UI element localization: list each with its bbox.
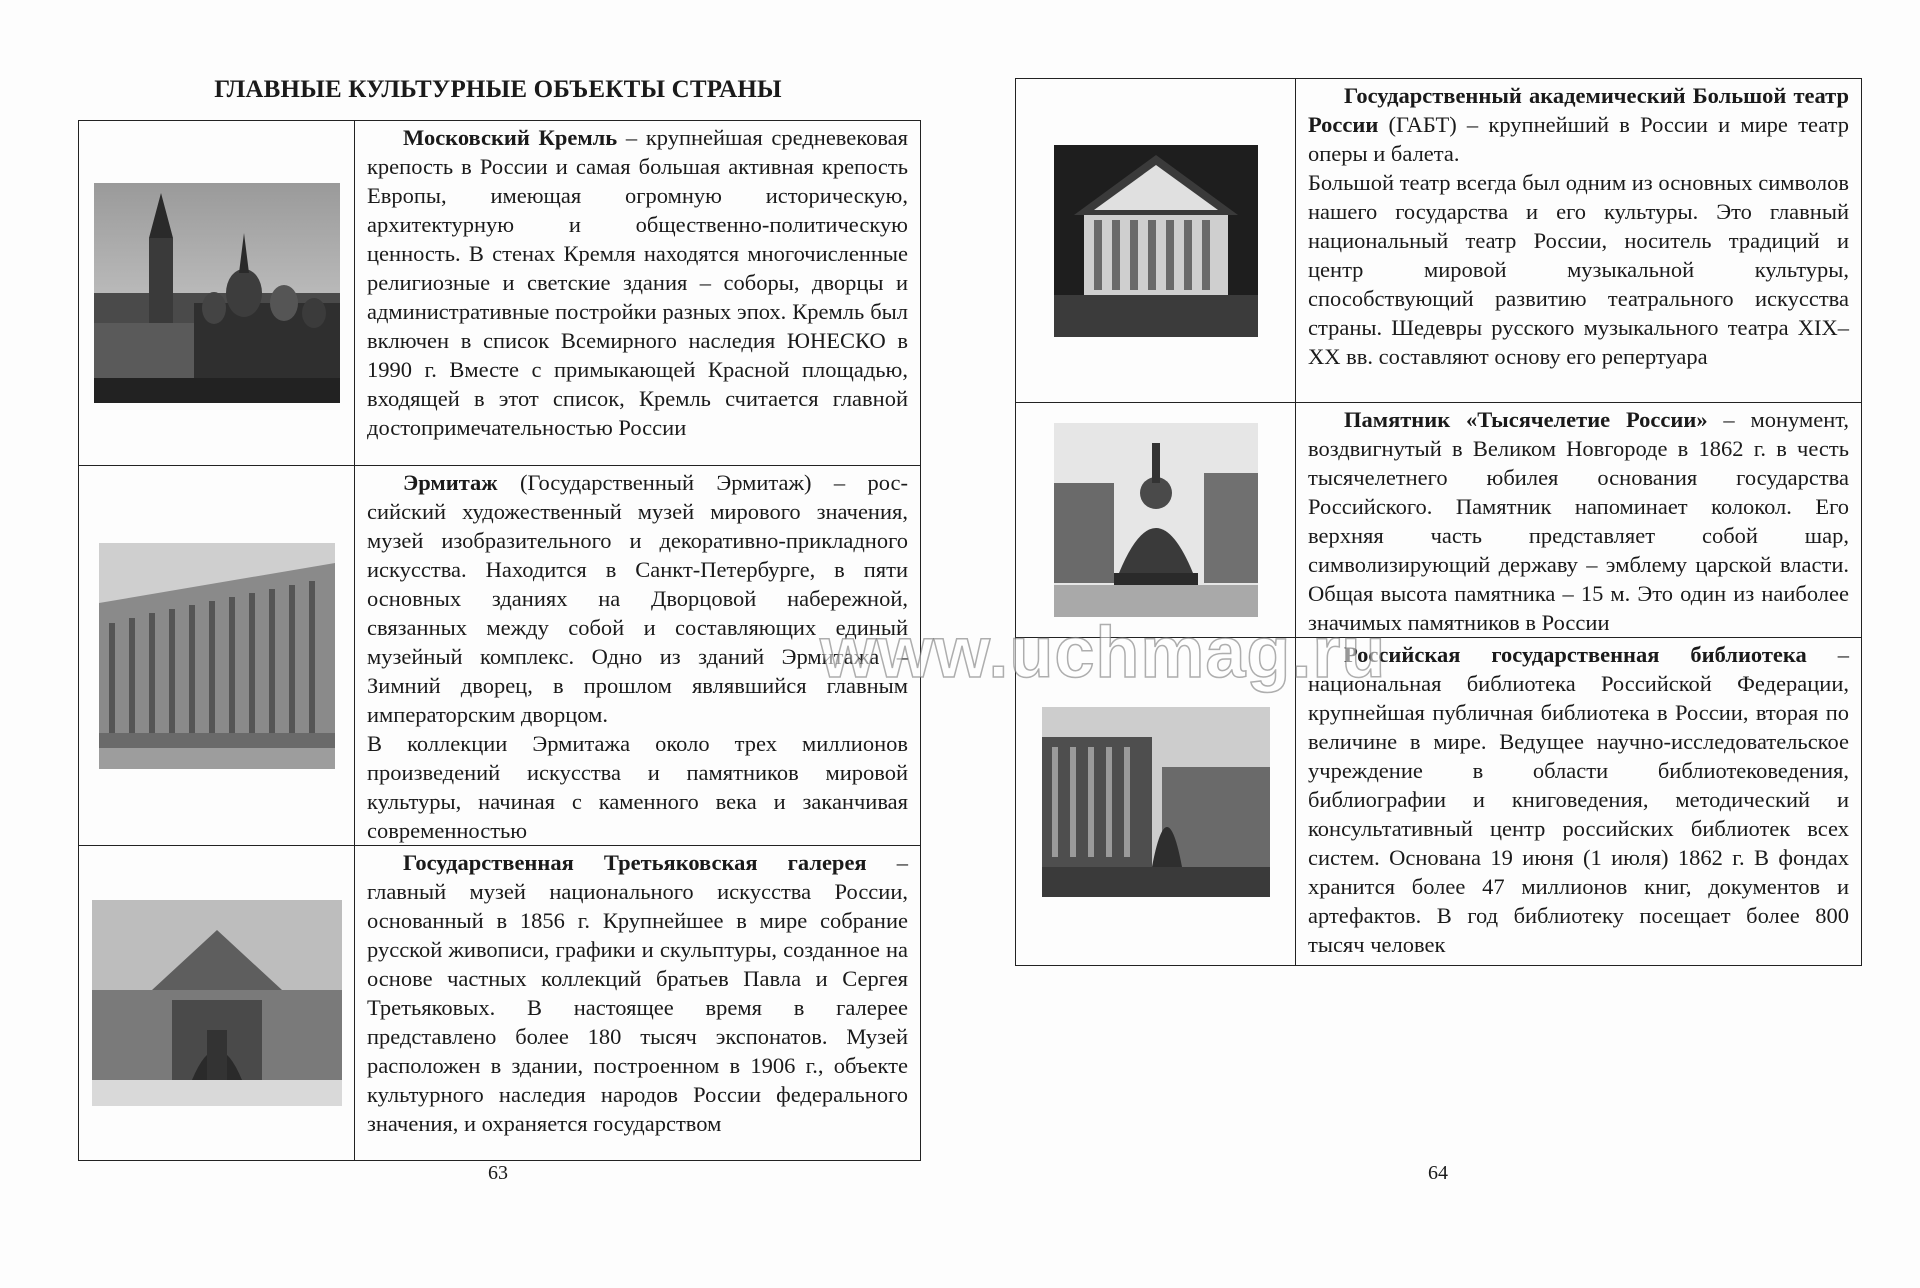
entry-description: – крупнейшая средневековая крепость в России и самая большая активная крепость Европы, имеющая огромную историческую, архитектурную и общественно-политическую ценность. В стенах Кремля находятся многочисленные религиозные и светские здания – соборы, дворцы и административные постройки разных эпох. Кремль был включен в список Всемирного наследия ЮНЕСКО в 1990 г. Вместе с примыкающей Красной площадью, входящей в этот список, Кремль считается главной достопримечательностью России (367, 125, 908, 440)
entry-text (1296, 403, 1862, 638)
entry-description: В коллекции Эрмитажа около трех миллионов произведений искусства и памятников мировой культуры, начиная с каменного века и заканчивая современностью (367, 731, 908, 843)
page-title: ГЛАВНЫЕ КУЛЬТУРНЫЕ ОБЪЕКТЫ СТРАНЫ (214, 76, 782, 103)
kremlin-photo (94, 183, 340, 403)
entry-description: – главный музей национального искусства России, основанный в 1856 г. Крупнейшее в мире собрание русской живописи, графики и скульптуры, созданное на основе частных коллекций братьев Павла и Сергея Третьяковых. В настоящее время в галерее представлено более 180 тысяч экспонатов. Музей расположен в здании, построенном в 1906 г., объекте культурного наследия народов России федерального значения, и охраняется государством (367, 850, 908, 1136)
entry-description: – монумент, воздвигнутый в Великом Новгороде в 1862 г. в честь тысячелетнего юбилея основания государства Российского. Памятник напоминает колокол. Его верхняя часть представляет собой шар, символизирующий державу – эмблему царской власти. Общая высота памятника – 15 м. Это один из наиболее значимых памятников в России (1308, 407, 1850, 635)
entry-text (355, 121, 921, 466)
photo-cell (1016, 638, 1296, 966)
entry-name: Эрмитаж (403, 470, 498, 495)
entry-text (355, 846, 921, 1161)
hermitage-photo (99, 543, 335, 769)
state-library-photo (1042, 707, 1270, 897)
table-row (1016, 79, 1862, 403)
entry-text (1296, 79, 1862, 403)
entry-name: Памятник «Тысячелетие России» (1344, 407, 1708, 432)
table-row (1016, 638, 1862, 966)
bolshoi-theatre-photo (1054, 145, 1258, 337)
photo-cell (79, 121, 355, 466)
right-objects-table (1015, 78, 1862, 966)
page-number: 63 (488, 1162, 508, 1184)
entry-name: Российская государственная библиотека (1344, 642, 1807, 667)
watermark: www.uchmag.ru (820, 613, 1387, 693)
table-row (79, 846, 921, 1161)
entry-description: (Государственный Эрмитаж) – российский художественный музей мирового значения, музей изобразительного и декоративно-прикладного искусства. Находится в Санкт-Петербурге, в пяти основных зданиях на Дворцовой набережной, связанных между собой и составляющих единый музейный комплекс. Одно из зданий Эрмитажа – Зимний дворец, в прошлом являвшийся главным императорским дворцом. (367, 470, 908, 727)
photo-cell (1016, 403, 1296, 638)
table-row (79, 121, 921, 466)
entry-text (1296, 638, 1862, 966)
photo-cell (79, 466, 355, 846)
page-number: 64 (1428, 1162, 1448, 1184)
photo-cell (1016, 79, 1296, 403)
entry-name: Государственная Третьяковская галерея (403, 850, 867, 875)
left-objects-table (78, 120, 921, 1161)
millennium-monument-photo (1054, 423, 1258, 617)
entry-name: Московский Кремль (403, 125, 618, 150)
entry-description: (ГАБТ) – крупнейший в России и мире театр оперы и балета. (1308, 112, 1849, 166)
photo-cell (79, 846, 355, 1161)
entry-description: Большой театр всегда был одним из основных символов нашего государства и его культуры. Это главный национальный театр России, носитель традиций и центр мировой музыкальной культуры, способствующий развитию театрального искусства страны. Шедевры русского музыкального театра XIX–XX вв. составляют основу его репертуара (1308, 170, 1849, 369)
table-row (79, 466, 921, 846)
tretyakov-gallery-photo (92, 900, 342, 1106)
entry-text (355, 466, 921, 846)
entry-name: Государственный академический Большой театр России (1308, 83, 1849, 137)
table-row (1016, 403, 1862, 638)
entry-description: – национальная библиотека Российской Федерации, крупнейшая публичная библиотека в России, вторая по величине в мире. Ведущее научно-исследовательское учреждение в области библиотековедения, библиографии и книговедения, методический и консультативный центр российских библиотек всех систем. Основана 19 июня (1 июля) 1862 г. В фондах хранится более 47 миллионов книг, документов и артефактов. В год библиотеку посещает более 800 тысяч человек (1308, 642, 1850, 957)
